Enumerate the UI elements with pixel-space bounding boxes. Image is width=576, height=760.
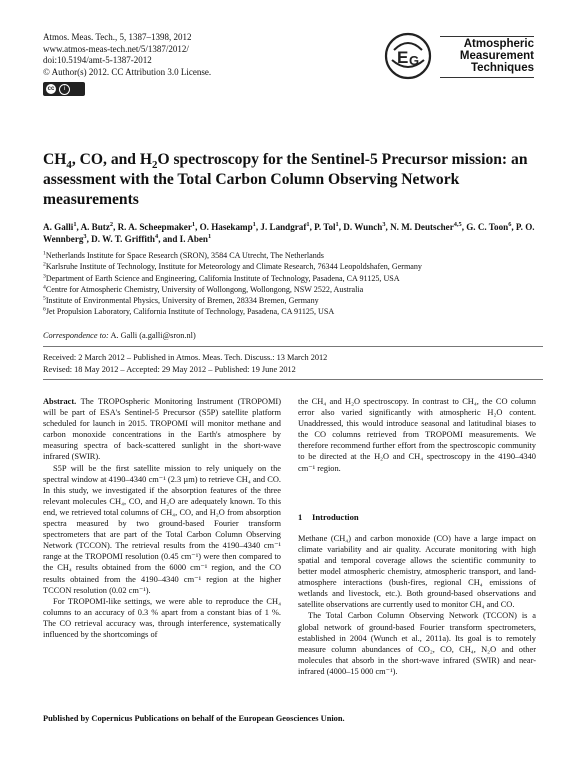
author-name: D. Wunch: [343, 222, 383, 232]
author-affiliation-marker: 3: [83, 232, 87, 240]
affiliation-text: Jet Propulsion Laboratory, California Institute of Technology, Pasadena, CA 91125, USA: [45, 307, 335, 317]
affiliation-text: Netherlands Institute for Space Research (SRON), 3584 CA Utrecht, The Netherlands: [45, 251, 324, 260]
affiliation-text: Centre for Atmospheric Chemistry, University of Wollongong, Wollongong, NSW 2522, Australia: [45, 284, 364, 294]
received-line: Received: 2 March 2012 – Published in Atmos. Meas. Tech. Discuss.: 13 March 2012: [43, 353, 328, 362]
affiliation-item: [43, 295, 543, 306]
author-name: P. Tol: [314, 222, 336, 232]
abstract-paragraph-3-continued: the CH₄ and H₂O spectroscopy. In contrast to CH₄, the CO column error also varied significantly with atmospheric H₂O content. Unaddressed, this would introduce seasonal and latitudinal biases to the CO columns retrieved from TROPOMI measurements. We therefore recommend further effort from the spectroscopic community to be directed at the H₂O and CH₄ spectroscopy in the 4190–4340 cm⁻¹ region.: [298, 397, 536, 473]
affiliation-item: [43, 284, 543, 295]
divider-bottom: [43, 379, 543, 380]
doi[interactable]: doi:10.5194/amt-5-1387-2012: [43, 55, 152, 65]
affiliation-item: [43, 250, 543, 261]
affiliation-text: Institute of Environmental Physics, University of Bremen, 28334 Bremen, Germany: [45, 296, 319, 306]
affiliation-number: 2: [43, 261, 46, 268]
affiliation-list: [43, 250, 543, 318]
abstract-paragraph-1: Abstract. The TROPOspheric Monitoring Instrument (TROPOMI) will be part of ESA's Sentinel-5 Precursor (S5P) satellite platform scheduled for launch in 2015. TROPOMI will monitor methane and carbon monoxide concentrations in the Earth's atmosphere by measuring spectra of back-scattered sunlight in the short-wave infrared (SWIR).: [43, 397, 281, 462]
author-name: G. C. Toon: [466, 222, 509, 232]
copyright-line: © Author(s) 2012. CC Attribution 3.0 License.: [43, 66, 212, 77]
author-affiliation-marker: 4,5: [453, 220, 462, 228]
cc-icon: cc: [47, 86, 55, 92]
author-name: A. Galli: [43, 222, 74, 232]
author-name: N. M. Deutscher: [390, 222, 454, 232]
affiliation-number: 4: [43, 284, 46, 291]
author-affiliation-marker: 1: [207, 232, 212, 240]
section-heading: [298, 512, 536, 523]
affiliation-text: Karlsruhe Institute of Technology, Institute for Meteorology and Climate Research, 76344 Leopoldshafen, Germany: [45, 262, 422, 272]
journal-url[interactable]: www.atmos-meas-tech.net/5/1387/2012/: [43, 43, 189, 54]
author-affiliation-marker: 1: [252, 220, 256, 228]
affiliation-number: 5: [43, 295, 46, 302]
author-name: J. Landgraf: [260, 222, 307, 232]
logo-rule-top: [440, 36, 534, 37]
left-column: [43, 396, 281, 640]
author-name: O. Hasekamp: [199, 222, 253, 232]
affiliation-item: [43, 273, 543, 284]
author-affiliation-marker: 1: [335, 220, 339, 228]
author-affiliation-marker: 6: [508, 220, 512, 228]
logo-rule-bottom: [440, 77, 534, 78]
author-name: A. Butz: [80, 222, 110, 232]
divider-top: [43, 346, 543, 347]
journal-citation: Atmos. Meas. Tech., 5, 1387–1398, 2012: [43, 32, 192, 42]
author-affiliation-marker: 3: [382, 220, 386, 228]
author-name: P. O. Wennberg: [43, 222, 535, 244]
correspondence-label: Correspondence to:: [43, 331, 109, 340]
affiliation-number: 3: [43, 272, 46, 279]
affiliation-number: 1: [43, 250, 46, 257]
author-list: A. Galli$^1$, A. Butz$^2$, R. A. Scheepmaker$^1$, O. Hasekamp$^1$, J. Landgraf$^1$, P. Tol$^1$, D. Wunch$^3$, N. M. Deutscher$^{4,5}$, G. C. Toon$^6$, P. O. Wennberg$^3$, D. W. T. Griffith$^4$, and I. Aben$^1$: [43, 220, 535, 244]
author-name: D. W. T. Griffith: [91, 234, 155, 244]
author-affiliation-marker: 4: [155, 232, 159, 240]
intro-paragraph-2: The Total Carbon Column Observing Network (TCCON) is a global network of ground-based Fourier transform spectrometers, established in 2004 (Wunch et al., 2011a). Its goal is to remotely measure column abundances of CO₂, CO, CH₄, N₂O and other molecules that absorb in the short-wave infrared (SWIR) and near-infrared (4000–15 000 cm⁻¹).: [298, 611, 536, 676]
author-affiliation-marker: 1: [73, 220, 77, 228]
journal-logo: [382, 26, 534, 96]
intro-paragraph-1: Methane (CH₄) and carbon monoxide (CO) have a large impact on climate variability and air quality. Accurate monitoring with high spatial and temporal coverage allows the scientific community to better model atmospheric chemistry, atmospheric transport, and land-atmosphere interactions (bush-fires, regional CH₄ emissions of wetlands and livestock, etc.). Both ground-based observations and satellite observations are currently used to monitor CH₄ and CO.: [298, 533, 536, 610]
cc-license-badge[interactable]: [43, 82, 85, 96]
svg-text:E: E: [397, 48, 409, 67]
author-affiliation-marker: 1: [191, 220, 196, 228]
abstract-paragraph-2: S5P will be the first satellite mission to rely uniquely on the spectral window at 4190–4340 cm⁻¹ (2.3 µm) to retrieve CH₄ and CO. In this study, we investigated if the absorption features of the three relevant molecules CH₄, CO, and H₂O are adequately known. To this end, we retrieved total columns of CH₄, CO, and H₂O from absorption spectra measured by two ground-based Fourier transform spectrometers that are part of the Total Carbon Column Observing Network (TCCON). The retrieval results from the 4190–4340 cm⁻¹ range at the TROPOMI resolution (0.45 cm⁻¹) were then compared to the CH₄ results obtained from the 6000 cm⁻¹ region, and the CO results obtained from the 4190–4340 cm⁻¹ region at the higher TCCON resolution (0.02 cm⁻¹).: [43, 463, 281, 595]
affiliation-item: [43, 261, 543, 272]
author-name: I. Aben: [179, 234, 208, 244]
publisher-footer: Published by Copernicus Publications on behalf of the European Geosciences Union.: [43, 714, 345, 723]
affiliation-item: [43, 306, 543, 317]
abstract-paragraph-3: For TROPOMI-like settings, we were able to reproduce the CH₄ columns to an accuracy of 0.3 % apart from a constant bias of 1 %. The CO retrieval accuracy was, through interference, systematically influenced by the shortcomings of: [43, 596, 281, 639]
author-affiliation-marker: 2: [109, 220, 114, 228]
journal-name: Atmospheric Measurement Techniques: [459, 38, 534, 74]
attribution-icon: i: [59, 84, 70, 95]
section-number: 1: [298, 511, 303, 522]
affiliation-text: Department of Earth Science and Engineering, California Institute of Technology, Pasadena, CA 91125, USA: [45, 273, 400, 283]
author-name: R. A. Scheepmaker: [117, 222, 192, 232]
egu-globe-icon: [382, 30, 434, 82]
abstract-label: Abstract.: [43, 397, 77, 406]
author-affiliation-marker: 1: [306, 220, 310, 228]
svg-text:G: G: [409, 53, 420, 68]
revised-line: Revised: 18 May 2012 – Accepted: 29 May 2012 – Published: 19 June 2012: [43, 364, 296, 374]
affiliation-number: 6: [43, 306, 46, 313]
section-title: Introduction: [312, 511, 359, 522]
journal-header: [43, 32, 211, 78]
right-column: [298, 396, 536, 677]
correspondence-contact[interactable]: A. Galli (a.galli@sron.nl): [110, 331, 196, 340]
correspondence: [43, 331, 196, 340]
paper-title: $CH_4$, CO, and $H_2O$ spectroscopy for the Sentinel-5 Precursor mission: an assessment with the Total Carbon Column Observing Network measurements: [43, 151, 528, 208]
publication-dates: [43, 352, 327, 375]
